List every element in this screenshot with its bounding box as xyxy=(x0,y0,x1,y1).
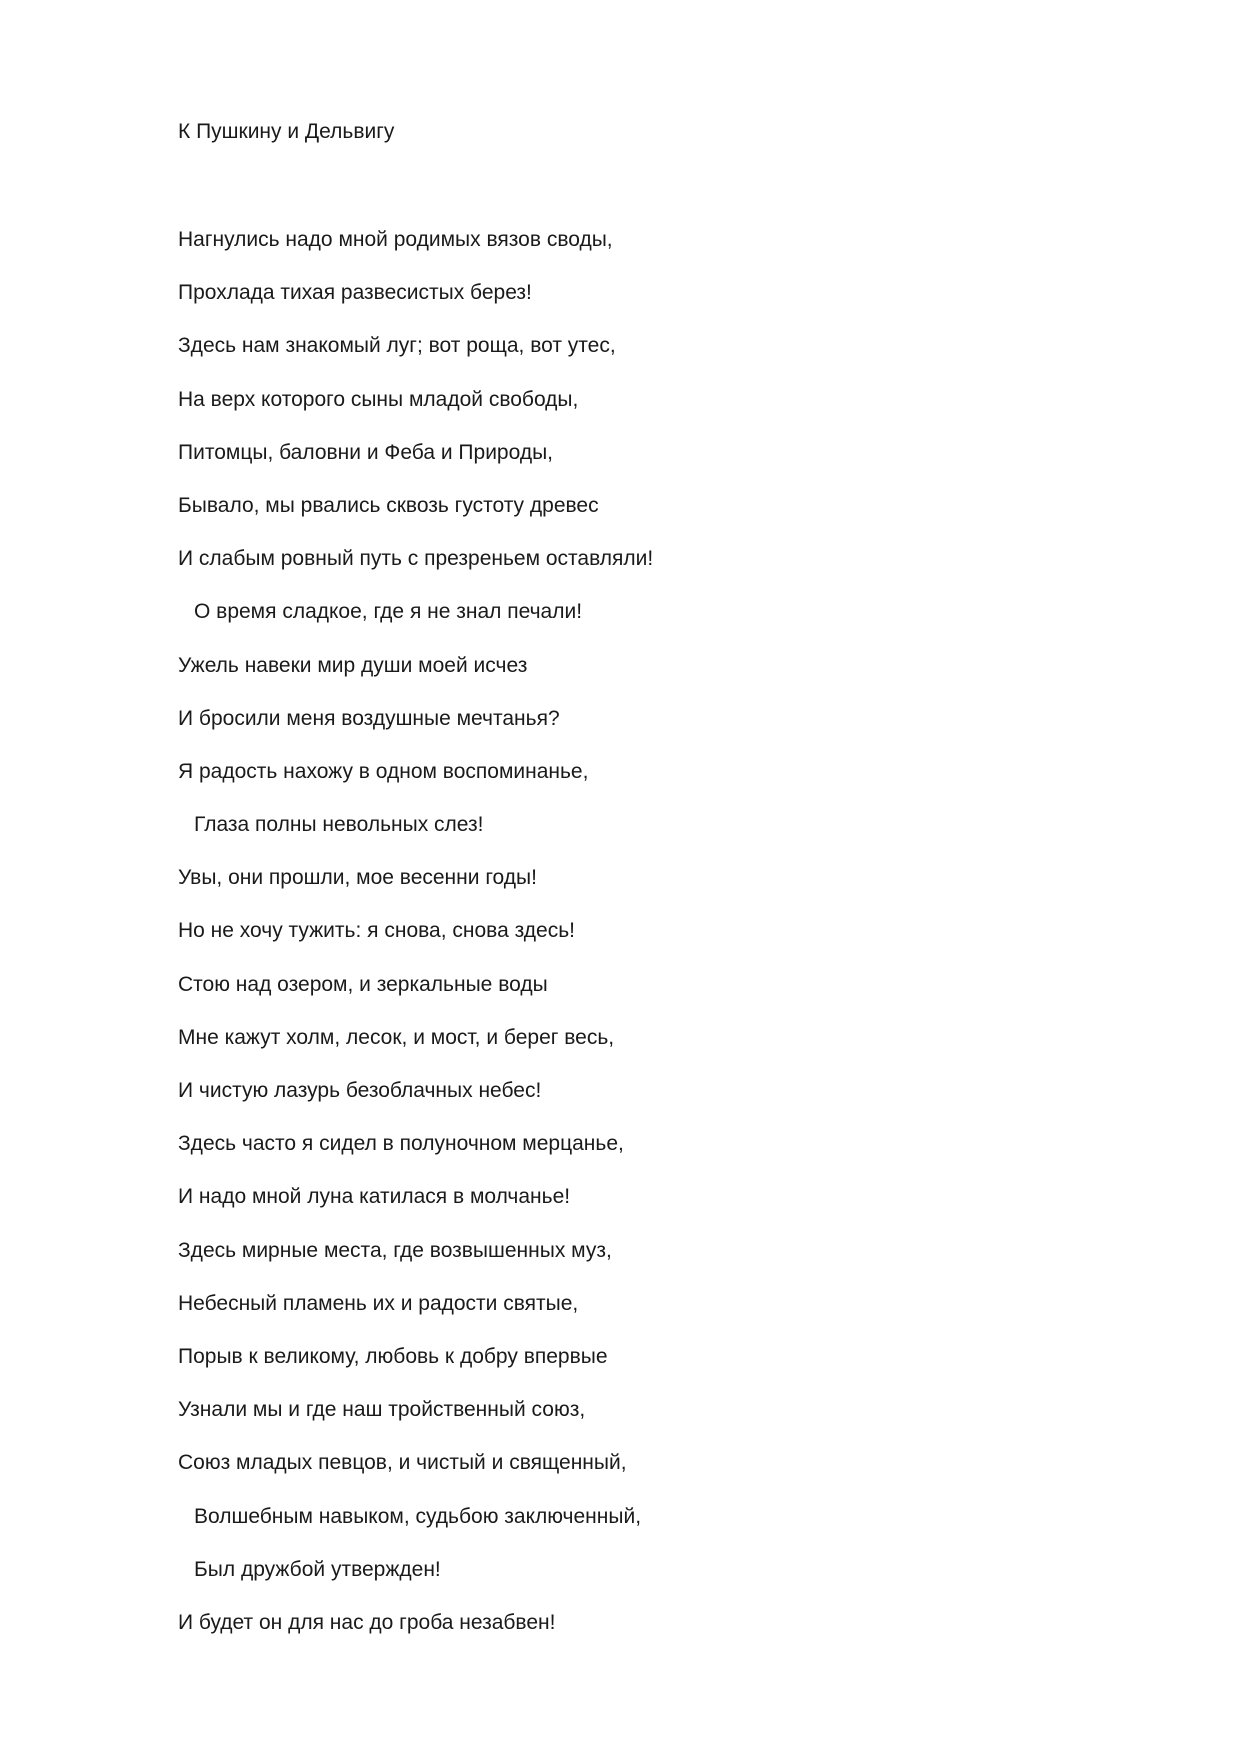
poem-line: Союз младых певцов, и чистый и священный, xyxy=(178,1451,627,1475)
poem-line: Небесный пламень их и радости святые, xyxy=(178,1291,579,1315)
poem-line: Бывало, мы рвались сквозь густоту древес xyxy=(178,493,599,517)
poem-line: Ужель навеки мир души моей исчез xyxy=(178,653,528,677)
poem-line: Но не хочу тужить: я снова, снова здесь! xyxy=(178,919,575,943)
poem-line: Здесь мирные места, где возвышенных муз, xyxy=(178,1238,612,1262)
poem-line: И бросили меня воздушные мечтанья? xyxy=(178,706,560,730)
poem-line: Увы, они прошли, мое весенни годы! xyxy=(178,866,537,890)
poem-line: Питомцы, баловни и Феба и Природы, xyxy=(178,440,554,464)
poem-line: Мне кажут холм, лесок, и мост, и берег весь, xyxy=(178,1025,615,1049)
poem-title: К Пушкину и Дельвигу xyxy=(178,120,395,143)
poem-line: И надо мной луна катилася в молчанье! xyxy=(178,1185,571,1209)
poem-body xyxy=(178,226,653,1662)
poem-line: Стою над озером, и зеркальные воды xyxy=(178,972,548,996)
poem-line: Я радость нахожу в одном воспоминанье, xyxy=(178,759,589,783)
poem-line: На верх которого сыны младой свободы, xyxy=(178,387,579,411)
poem-line: И чистую лазурь безоблачных небес! xyxy=(178,1079,542,1102)
poem-line: Прохлада тихая развесистых берез! xyxy=(178,281,532,305)
poem-line: Был дружбой утвержден! xyxy=(194,1557,441,1581)
poem-line: Порыв к великому, любовь к добру впервые xyxy=(178,1344,608,1368)
poem-line: Здесь часто я сидел в полуночном мерцанье, xyxy=(178,1132,624,1156)
poem-line: Глаза полны невольных слез! xyxy=(194,813,484,837)
poem-line: И слабым ровный путь с презреньем оставляли! xyxy=(178,547,654,571)
poem-line: Здесь нам знакомый луг; вот роща, вот утес, xyxy=(178,334,616,358)
poem-line: О время сладкое, где я не знал печали! xyxy=(194,600,583,624)
poem-line: Волшебным навыком, судьбою заключенный, xyxy=(194,1504,642,1528)
poem-line: Узнали мы и где наш тройственный союз, xyxy=(178,1398,586,1422)
poem-line: И будет он для нас до гроба незабвен! xyxy=(178,1610,556,1634)
poem-line: Нагнулись надо мной родимых вязов своды, xyxy=(178,228,613,251)
